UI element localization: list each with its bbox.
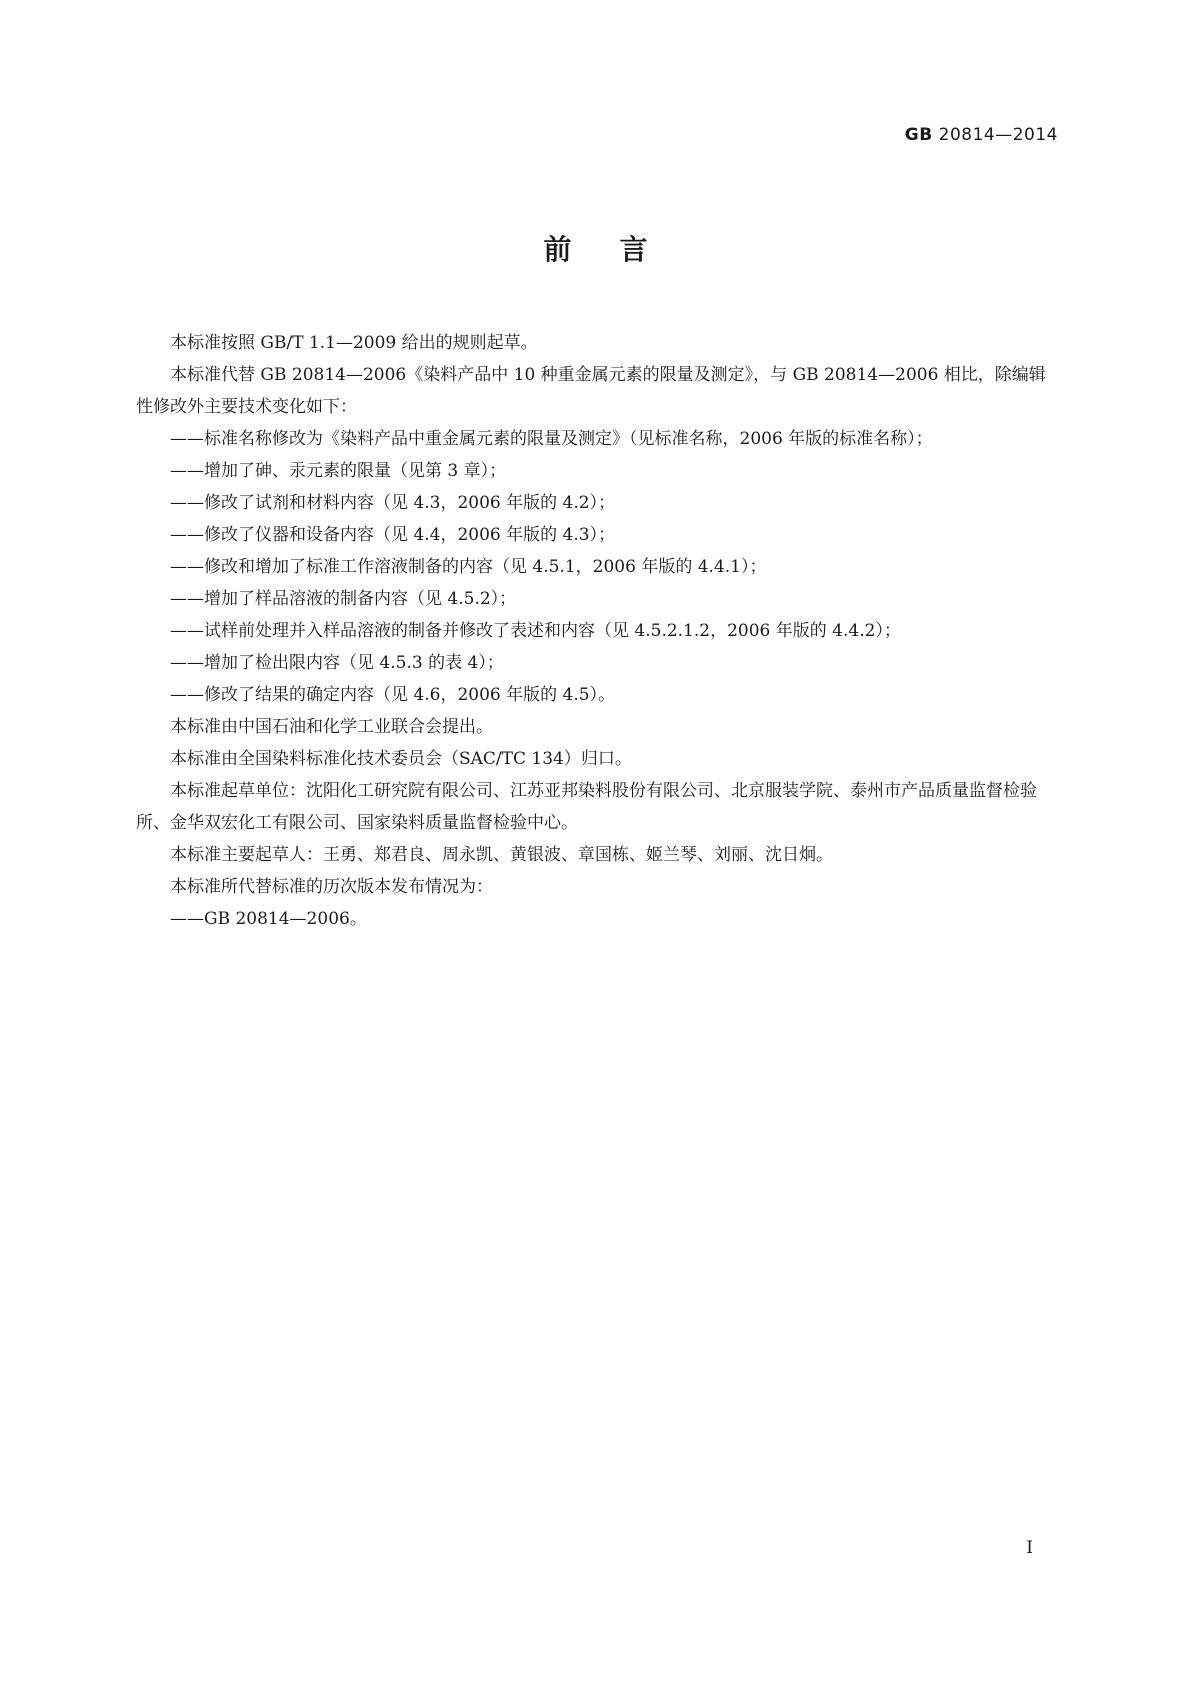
change-item: ——增加了样品溶液的制备内容（见 4.5.2）； [170, 589, 517, 609]
paragraph-drafters: 本标准主要起草人：王勇、郑君良、周永凯、黄银波、章国栋、姬兰琴、刘丽、沈日炯。 [170, 845, 833, 865]
foreword-body [136, 327, 1056, 935]
change-item: ——增加了砷、汞元素的限量（见第 3 章）； [170, 461, 507, 481]
standard-code: 20814—2014 [938, 125, 1058, 145]
paragraph-replacement: 本标准代替 GB 20814—2006《染料产品中 10 种重金属元素的限量及测定》，与 GB 20814—2006 相比，除编辑性修改外主要技术变化如下： [136, 365, 1046, 417]
history-item: ——GB 20814—2006。 [170, 909, 367, 929]
paragraph-drafting-units: 本标准起草单位：沈阳化工研究院有限公司、江苏亚邦染料股份有限公司、北京服装学院、泰州市产品质量监督检验所、金华双宏化工有限公司、国家染料质量监督检验中心。 [136, 781, 1037, 833]
standard-number [905, 125, 1058, 145]
paragraph-committee: 本标准由全国染料标准化技术委员会（SAC/TC 134）归口。 [170, 749, 632, 769]
paragraph-history-intro: 本标准所代替标准的历次版本发布情况为： [170, 877, 493, 897]
page-number: I [1026, 1538, 1033, 1558]
change-item: ——标准名称修改为《染料产品中重金属元素的限量及测定》（见标准名称，2006 年版的标准名称）； [170, 429, 933, 449]
change-item: ——试样前处理并入样品溶液的制备并修改了表述和内容（见 4.5.2.1.2，2006 年版的 4.4.2）； [170, 621, 901, 641]
change-item: ——修改了仪器和设备内容（见 4.4，2006 年版的 4.3）； [170, 525, 616, 545]
change-item: ——修改了试剂和材料内容（见 4.3，2006 年版的 4.2）； [170, 493, 616, 513]
change-item: ——修改和增加了标准工作溶液制备的内容（见 4.5.1，2006 年版的 4.4.1）； [170, 557, 767, 577]
paragraph-drafting-rules: 本标准按照 GB/T 1.1—2009 给出的规则起草。 [170, 333, 538, 353]
change-item: ——增加了检出限内容（见 4.5.3 的表 4）； [170, 653, 504, 673]
paragraph-proposer: 本标准由中国石油和化学工业联合会提出。 [170, 717, 493, 737]
standard-prefix: GB [904, 125, 933, 145]
page-title: 前言 [543, 233, 696, 266]
change-item: ——修改了结果的确定内容（见 4.6，2006 年版的 4.5）。 [170, 685, 616, 705]
